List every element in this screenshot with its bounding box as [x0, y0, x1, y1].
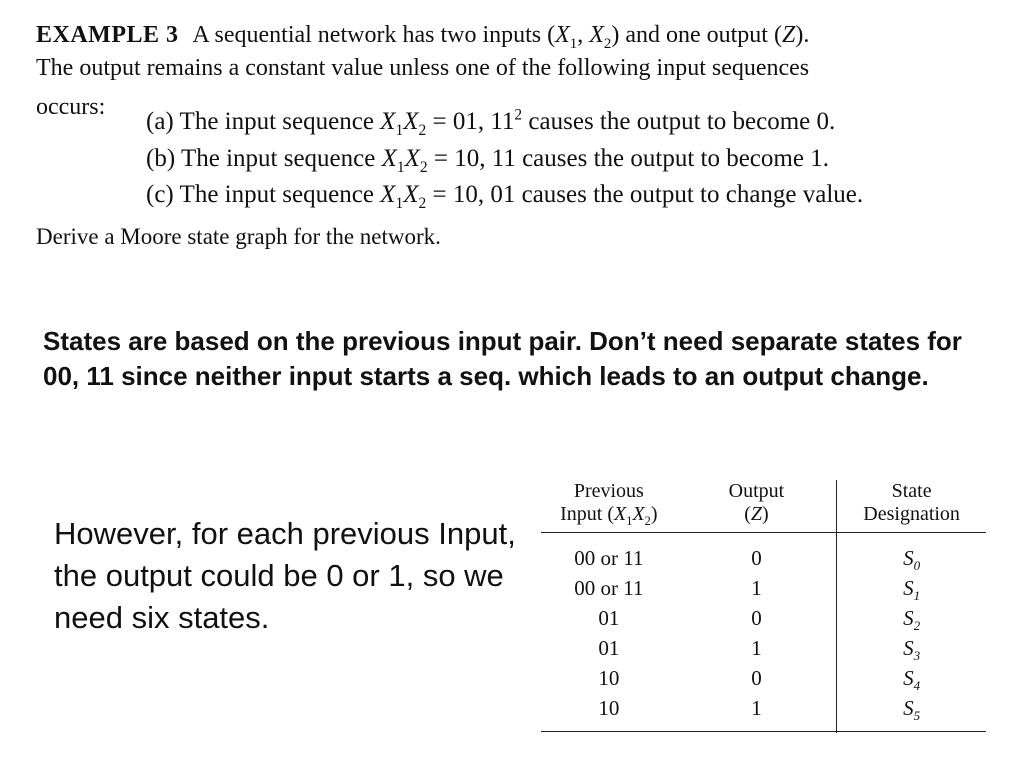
condition-c: (c) The input sequence $X_1X_2 = 10$, 01 causes the output to change value. [146, 181, 864, 212]
cell-previous-input: 00 or 11 [574, 546, 644, 570]
cell-output: 0 [751, 666, 762, 690]
cell-state [837, 533, 986, 574]
cell-output: 1 [751, 636, 762, 660]
six-states-note: However, for each previous Input, the output could be 0 or 1, so we need six states. [54, 516, 516, 635]
cell-output: 0 [751, 606, 762, 630]
state-table-container [541, 480, 986, 732]
state-label: $S_0$ [903, 546, 921, 574]
cell-previous-input: 01 [598, 636, 620, 660]
condition-label: (a) [146, 108, 174, 135]
header-output: Output (Z) [728, 480, 785, 525]
state-label: $S_2$ [903, 606, 921, 634]
header-previous-input: Previous Input $(X_1X_2)$ [560, 480, 658, 528]
condition-sequence: 10, 01 [452, 181, 516, 208]
cell-state [837, 633, 986, 663]
task-statement: Derive a Moore state graph for the network. [36, 224, 441, 249]
example-line-2: The output remains a constant value unless one of the following input sequences [36, 55, 810, 81]
table-header-row [541, 480, 986, 533]
table-row [541, 633, 986, 663]
condition-label: (c) [146, 181, 174, 208]
cell-previous-input: 01 [598, 606, 620, 630]
state-label: $S_5$ [903, 696, 921, 724]
example-line-3: occurs: [36, 94, 106, 120]
cell-previous-input: 00 or 11 [574, 576, 644, 600]
footnote-marker: 2 [514, 106, 523, 124]
cell-state [837, 573, 986, 603]
cell-output: 1 [751, 576, 762, 600]
state-label: $S_4$ [903, 666, 921, 694]
state-label: $S_1$ [903, 576, 921, 604]
state-label: $S_3$ [903, 636, 921, 664]
table-row [541, 603, 986, 633]
cell-output: 1 [751, 696, 762, 720]
state-assignment-table [541, 480, 986, 733]
condition-a: (a) The input sequence $X_1X_2 = 01$, $11^2$ causes the output to become 0. [146, 106, 836, 139]
cell-previous-input: 10 [598, 696, 620, 720]
cell-state [837, 693, 986, 733]
condition-effect: causes the output to become 0. [528, 108, 836, 135]
condition-effect: causes the output to change value. [521, 181, 864, 208]
example-intro: A sequential network has two inputs ($X_1$, $X_2$) and one output (Z). [192, 22, 810, 52]
state-reasoning-note: States are based on the previous input pair. Don’t need separate states for 00, 11 since neither input starts a seq. which leads to an output change. [43, 326, 962, 391]
condition-label: (b) [146, 145, 176, 172]
table-row [541, 693, 986, 733]
table-row [541, 533, 986, 574]
example-label: EXAMPLE 3 [36, 22, 179, 48]
condition-effect: causes the output to become 1. [522, 145, 829, 172]
cell-state [837, 663, 986, 693]
header-state: State Designation [837, 480, 986, 533]
condition-sequence: 10, 11 [454, 145, 516, 172]
table-row [541, 663, 986, 693]
condition-sequence: 01, 11 [452, 108, 515, 135]
table-body [541, 533, 986, 734]
cell-state [837, 603, 986, 633]
table-row [541, 573, 986, 603]
condition-b: (b) The input sequence $X_1X_2 = 10$, 11 causes the output to become 1. [146, 145, 829, 176]
table-bottom-rule [541, 731, 986, 732]
cell-output: 0 [751, 546, 762, 570]
example-intro-line [36, 22, 810, 52]
cell-previous-input: 10 [598, 666, 620, 690]
